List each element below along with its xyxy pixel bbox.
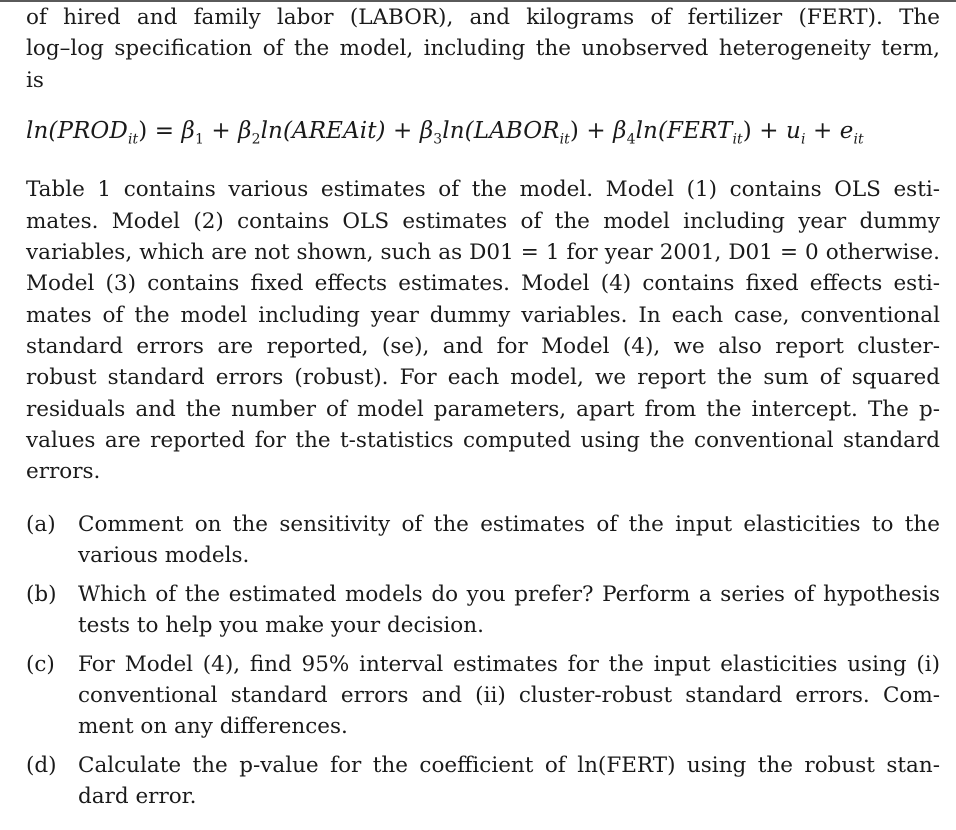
equation-beta: β [238, 117, 252, 144]
text-line: robust standard errors (robust). For each model, we report the sum of squared [26, 365, 940, 391]
equation-term: ln(AREAit) [260, 117, 386, 144]
equation-lhs: ln(PROD [26, 117, 128, 144]
document-page [26, 0, 940, 820]
text-line: is [26, 67, 44, 93]
equation-beta: β [181, 117, 195, 144]
question-text [78, 750, 940, 812]
question-marker: (d) [26, 753, 57, 779]
text-line: Comment on the sensitivity of the estimates of the input elasticities to the [78, 512, 940, 538]
text-line: For Model (4), find 95% interval estimates for the input elasticities using (i) [78, 652, 940, 678]
question-text [78, 649, 940, 742]
equation-term: ln(FERT [635, 117, 733, 144]
question-marker: (a) [26, 512, 56, 538]
equation-paren: ) [138, 117, 148, 144]
question-item [26, 579, 940, 641]
text-line: various models. [78, 543, 250, 569]
text-line: log–log specification of the model, including the unobserved heterogeneity term, [26, 36, 940, 62]
equation-plus: + [203, 117, 239, 144]
text-line: of hired and family labor (LABOR), and kilograms of fertilizer (FERT). The [26, 5, 940, 30]
equation-plus: + [805, 117, 840, 144]
model-equation [26, 115, 940, 156]
question-text [78, 509, 940, 571]
text-line: mates of the model including year dummy variables. In each case, conventional [26, 302, 940, 328]
equation-subscript: it [127, 131, 139, 148]
equation-subscript: it [559, 131, 570, 148]
equation-term: u [786, 117, 801, 144]
text-line: errors. [26, 459, 101, 485]
text-line: values are reported for the t-statistics computed using the conventional standard [26, 427, 940, 453]
question-text [78, 579, 940, 641]
equation-paren: ) [569, 117, 579, 144]
equation-term: e [839, 117, 854, 144]
text-line: variables, which are not shown, such as D01 = 1 for year 2001, D01 = 0 otherwise. [26, 240, 940, 266]
equation-beta: β [613, 117, 627, 144]
equation-plus: + [751, 117, 787, 144]
text-line: Table 1 contains various estimates of the model. Model (1) contains OLS esti- [26, 177, 940, 203]
question-marker: (c) [26, 652, 55, 678]
text-line: conventional standard errors and (ii) cluster-robust standard errors. Com- [78, 683, 940, 709]
text-line: mates. Model (2) contains OLS estimates of the model including year dummy [26, 208, 940, 234]
question-marker: (b) [26, 582, 57, 608]
text-line: ment on any differences. [78, 714, 348, 740]
equation-plus: + [385, 117, 420, 144]
equation-subscript: i [800, 131, 806, 148]
equation-subscript: 1 [194, 131, 204, 148]
question-item [26, 509, 940, 571]
equation-equals: = [147, 117, 182, 144]
question-item [26, 649, 940, 742]
body-paragraph [26, 174, 940, 487]
equation-subscript: it [732, 131, 743, 148]
equation-plus: + [578, 117, 614, 144]
text-line: dard error. [78, 784, 197, 810]
equation-paren: ) [742, 117, 752, 144]
text-line: Which of the estimated models do you prefer? Perform a series of hypothesis [78, 582, 940, 608]
equation-subscript: 4 [626, 131, 636, 148]
equation-term: ln(LABOR [442, 117, 560, 144]
equation-subscript: 2 [251, 131, 261, 148]
text-line: standard errors are reported, (se), and for Model (4), we also report cluster- [26, 333, 940, 359]
equation-beta: β [419, 117, 434, 144]
question-item [26, 750, 940, 812]
question-list [26, 509, 940, 812]
equation-subscript: it [853, 131, 864, 148]
equation-subscript: 3 [433, 131, 443, 148]
text-line: tests to help you make your decision. [78, 613, 484, 639]
text-line: residuals and the number of model parameters, apart from the intercept. The p- [26, 396, 940, 422]
text-line: Model (3) contains fixed effects estimates. Model (4) contains fixed effects esti- [26, 271, 940, 297]
text-line: Calculate the p-value for the coefficient of ln(FERT) using the robust stan- [78, 753, 940, 779]
intro-paragraph [26, 0, 940, 96]
